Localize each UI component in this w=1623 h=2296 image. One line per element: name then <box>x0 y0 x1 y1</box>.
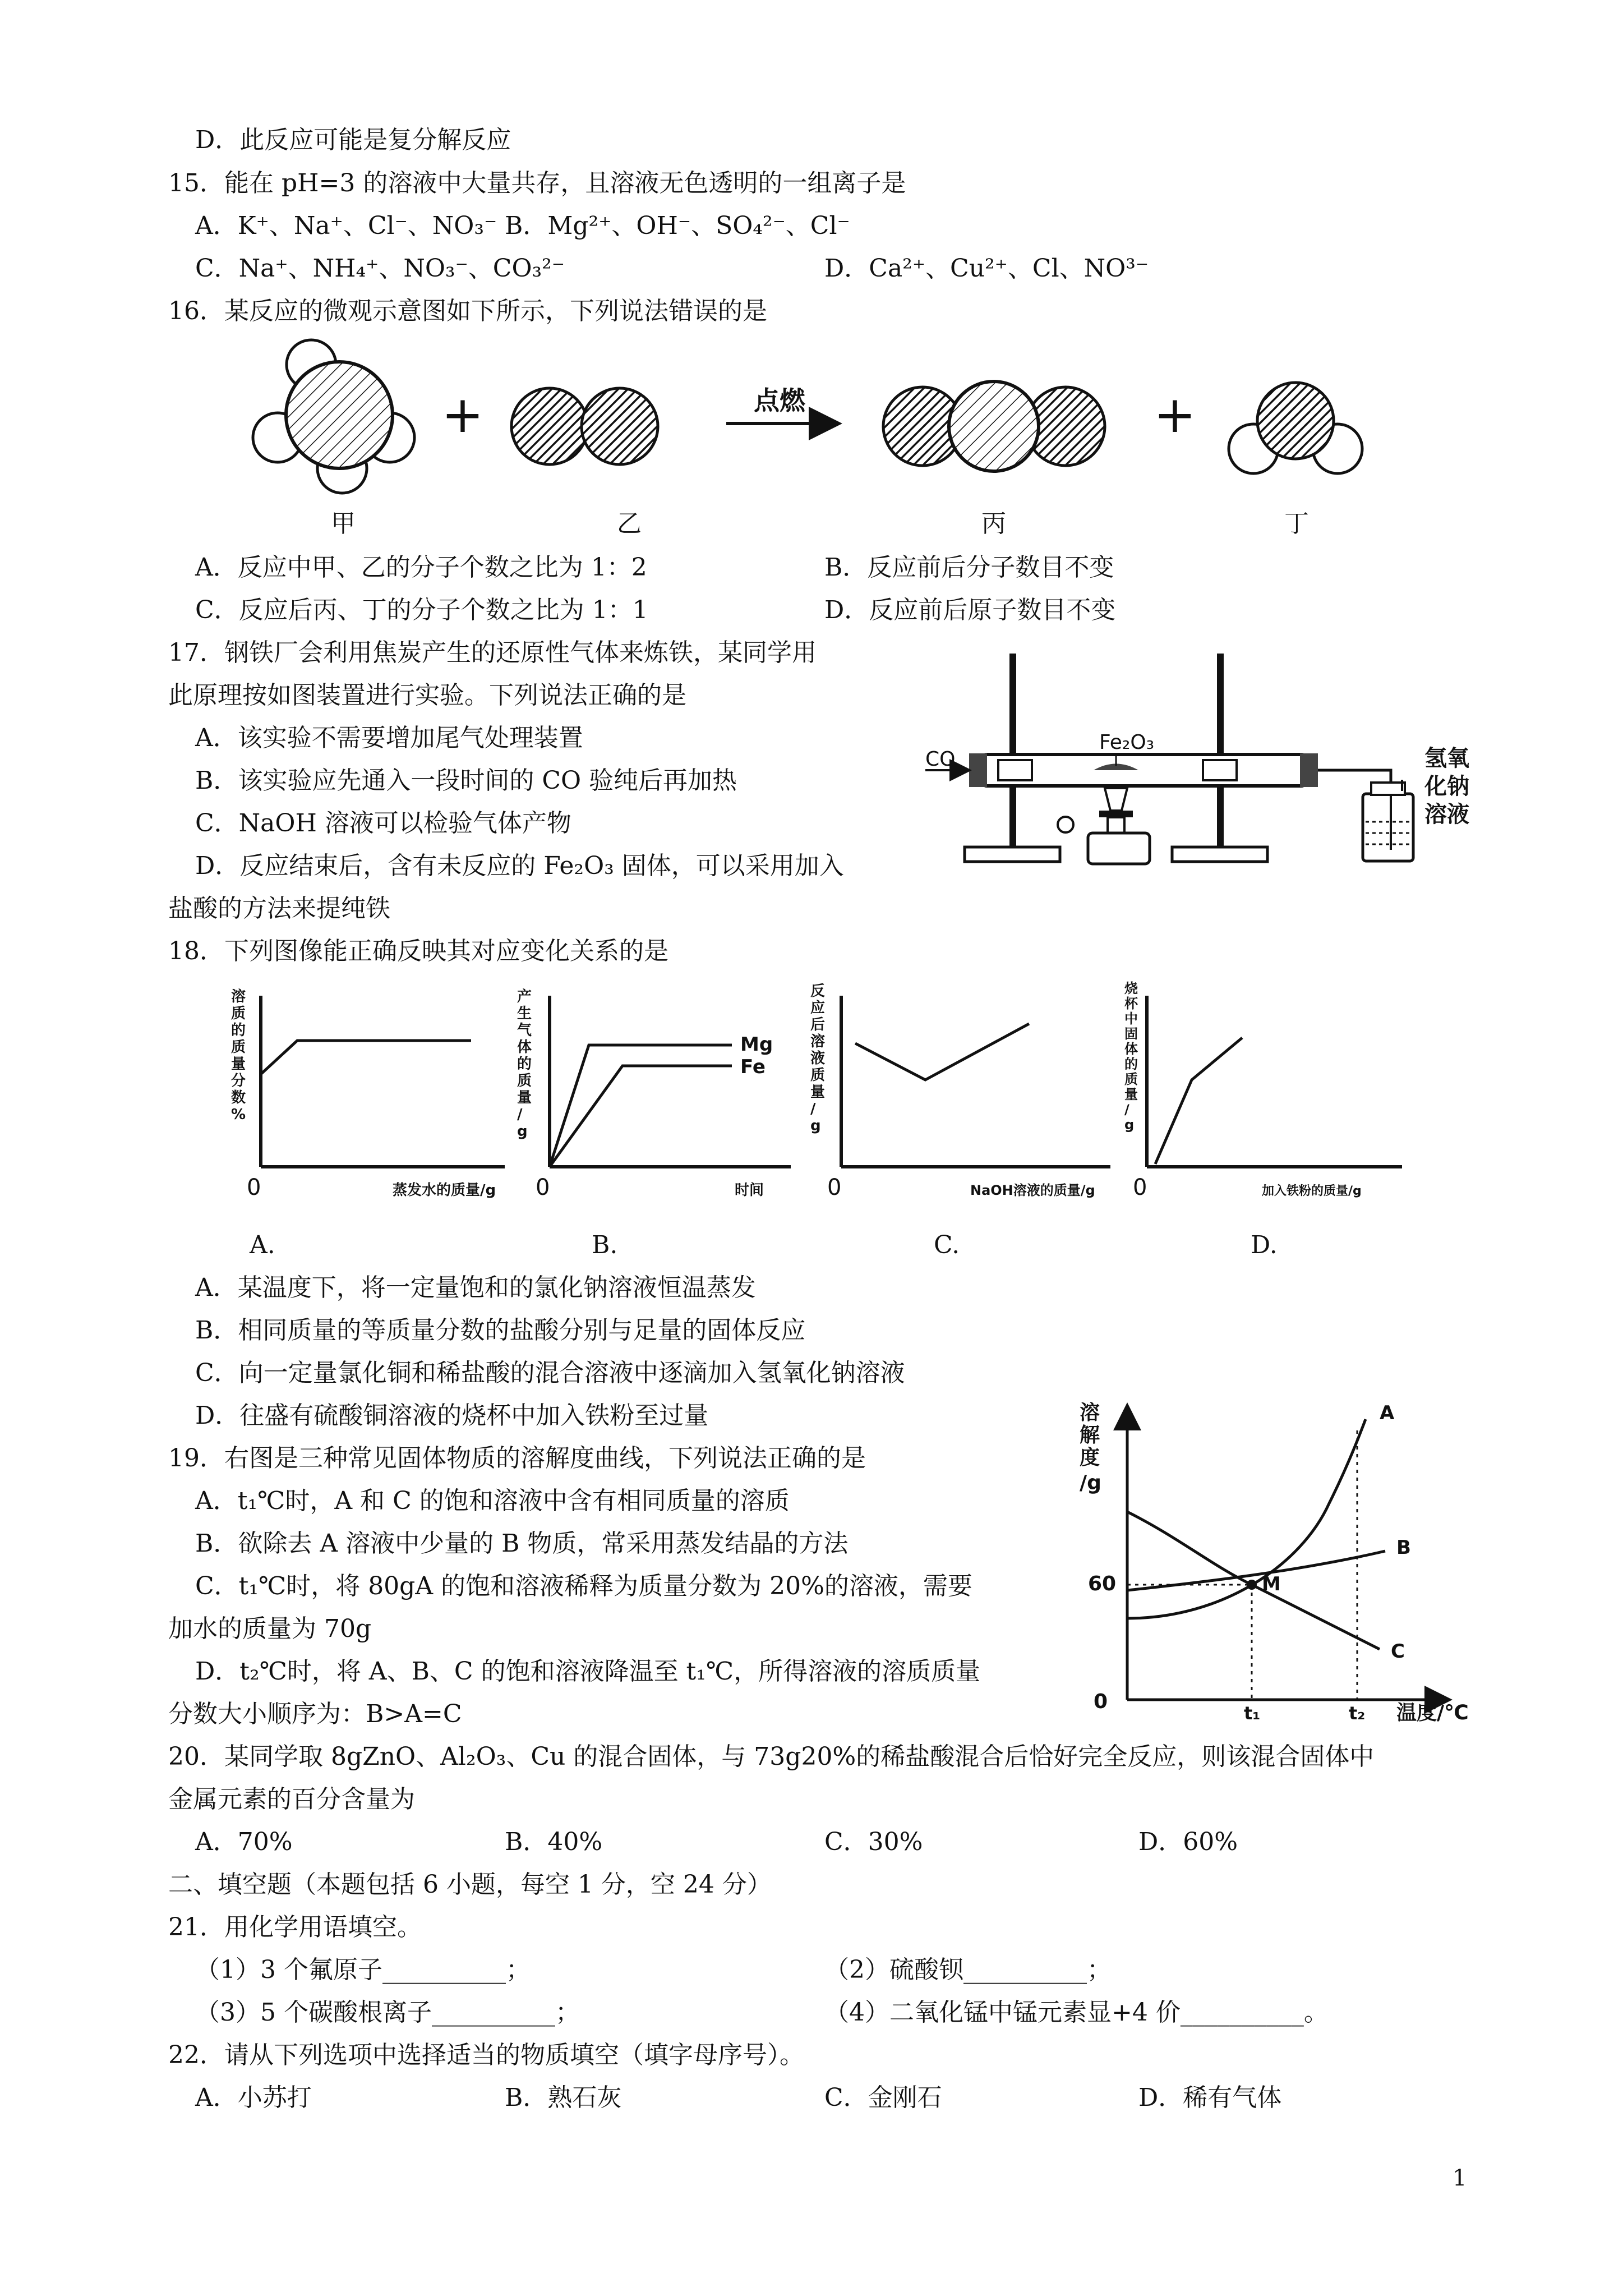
q18-option-b: B．相同质量的等质量分数的盐酸分别与足量的固体反应 <box>195 1316 806 1345</box>
svg-text:应: 应 <box>810 1000 826 1016</box>
curve-a <box>1127 1419 1366 1618</box>
graph-b-xlabel: 时间 <box>735 1182 764 1199</box>
q18-option-c: C．向一定量氯化铜和稀盐酸的混合溶液中逐滴加入氢氧化钠溶液 <box>195 1359 905 1387</box>
q21-item2: （2）硫酸钡__________； <box>824 1955 1112 1984</box>
q20-option-d: D．60% <box>1138 1828 1238 1856</box>
graph-a-origin: 0 <box>247 1175 261 1200</box>
intersection-point-m <box>1247 1580 1257 1590</box>
q20-option-c: C．30% <box>824 1828 923 1856</box>
graph-b-series-fe: Fe <box>740 1056 766 1078</box>
svg-text:固: 固 <box>1124 1026 1138 1042</box>
graph-a-ylabel <box>231 988 246 1123</box>
svg-text:的: 的 <box>231 1022 246 1039</box>
svg-text:/: / <box>517 1106 523 1123</box>
graph-b <box>510 984 802 1231</box>
q21-stem: 21．用化学用语填空。 <box>168 1913 422 1941</box>
svg-text:质: 质 <box>231 1039 246 1056</box>
molecule-label-bing: 丙 <box>981 509 1006 538</box>
svg-text:杯: 杯 <box>1124 996 1138 1011</box>
molecule-label-jia: 甲 <box>331 509 356 538</box>
svg-text:质: 质 <box>810 1067 826 1084</box>
q16-stem: 16．某反应的微观示意图如下所示，下列说法错误的是 <box>168 297 767 325</box>
graph-letter-a: A. <box>250 1231 275 1259</box>
q17-stem-line1: 17．钢铁厂会利用焦炭产生的还原性气体来炼铁，某同学用 <box>168 638 817 667</box>
point-m-label: M <box>1262 1573 1281 1595</box>
svg-text:后: 后 <box>810 1016 826 1033</box>
q15-stem: 15．能在 pH=3 的溶液中大量共存，且溶液无色透明的一组离子是 <box>168 169 906 197</box>
svg-text:/g: /g <box>1080 1471 1101 1494</box>
molecule-jia <box>253 340 414 493</box>
graph-c-ylabel <box>810 983 825 1134</box>
q19-option-b: B．欲除去 A 溶液中少量的 B 物质，常采用蒸发结晶的方法 <box>195 1529 849 1558</box>
svg-text:体: 体 <box>517 1039 532 1056</box>
q18-option-a: A．某温度下，将一定量饱和的氯化钠溶液恒温蒸发 <box>195 1273 756 1302</box>
svg-text:%: % <box>231 1106 246 1123</box>
naoh-label-1: 氢氧 <box>1424 746 1469 771</box>
svg-text:溶: 溶 <box>231 988 246 1005</box>
q18-option-d: D．往盛有硫酸铜溶液的烧杯中加入铁粉至过量 <box>195 1401 709 1430</box>
graph-c-xlabel: NaOH溶液的质量/g <box>970 1182 1095 1198</box>
svg-text:体: 体 <box>1124 1041 1138 1057</box>
graph-d <box>1122 979 1413 1231</box>
svg-text:g: g <box>810 1117 821 1134</box>
page-number: 1 <box>1453 2165 1467 2191</box>
naoh-label-3: 溶液 <box>1424 802 1469 827</box>
q20-stem-line2: 金属元素的百分含量为 <box>168 1785 415 1814</box>
svg-text:量: 量 <box>810 1084 826 1101</box>
graph-d-curve <box>1155 1038 1242 1164</box>
graph-letter-c: C. <box>934 1231 960 1259</box>
q16-option-d: D．反应前后原子数目不变 <box>824 596 1116 624</box>
q19-option-c-line1: C．t₁℃时，将 80gA 的饱和溶液稀释为质量分数为 20%的溶液，需要 <box>195 1572 972 1600</box>
graph-b-origin: 0 <box>536 1175 550 1200</box>
svg-text:g: g <box>1124 1117 1135 1133</box>
svg-text:解: 解 <box>1080 1424 1100 1447</box>
curve-b-label: B <box>1396 1536 1411 1559</box>
molecule-bing <box>883 381 1105 471</box>
q19-stem: 19．右图是三种常见固体物质的溶解度曲线，下列说法正确的是 <box>168 1444 866 1473</box>
svg-text:度: 度 <box>1080 1446 1100 1469</box>
graph-b-ylabel <box>517 988 532 1140</box>
svg-text:气: 气 <box>517 1022 532 1039</box>
q19-option-d-line1: D．t₂℃时，将 A、B、C 的饱和溶液降温至 t₁℃，所得溶液的溶质质量 <box>195 1657 981 1686</box>
fe2o3-label: Fe₂O₃ <box>1099 731 1155 754</box>
svg-text:/: / <box>810 1101 816 1117</box>
solubility-y-tick: 60 <box>1088 1572 1117 1595</box>
graph-d-origin: 0 <box>1133 1175 1147 1200</box>
graph-letter-d: D. <box>1251 1231 1278 1259</box>
solubility-xlabel: 温度/℃ <box>1396 1701 1469 1724</box>
curve-c-label: C <box>1391 1640 1405 1663</box>
graph-c-origin: 0 <box>827 1175 842 1200</box>
graph-d-ylabel <box>1124 981 1138 1133</box>
graph-letter-b: B. <box>592 1231 618 1259</box>
q22-option-b: B．熟石灰 <box>505 2083 622 2112</box>
naoh-label-2: 化钠 <box>1424 774 1469 799</box>
molecule-ding <box>1229 383 1362 473</box>
q20-stem-line1: 20．某同学取 8gZnO、Al₂O₃、Cu 的混合固体，与 73g20%的稀盐酸混合后恰好完全反应，则该混合固体中 <box>168 1742 1375 1771</box>
solubility-x-tick-t1: t₁ <box>1244 1703 1261 1724</box>
curve-a-label: A <box>1380 1402 1395 1424</box>
graph-d-xlabel: 加入铁粉的质量/g <box>1262 1184 1362 1198</box>
q17-option-d-line1: D．反应结束后，含有未反应的 Fe₂O₃ 固体，可以采用加入 <box>195 852 844 880</box>
q21-item4: （4）二氧化锰中锰元素显+4 价__________。 <box>824 1998 1329 2027</box>
q19-option-c-line2: 加水的质量为 70g <box>168 1614 372 1643</box>
svg-text:分: 分 <box>231 1073 246 1089</box>
co-inlet-label: CO <box>925 748 956 771</box>
q15-option-d: D．Ca²⁺、Cu²⁺、Cl、NO³⁻ <box>824 254 1149 283</box>
graph-a-xlabel: 蒸发水的质量/g <box>393 1182 496 1199</box>
molecule-yi <box>511 388 658 464</box>
solubility-x-tick-t2: t₂ <box>1349 1703 1366 1724</box>
svg-text:+: + <box>1154 385 1196 444</box>
co-reduction-apparatus <box>925 654 1469 867</box>
svg-text:g: g <box>517 1123 528 1140</box>
q16-option-b: B．反应前后分子数目不变 <box>824 553 1114 582</box>
solubility-origin: 0 <box>1094 1690 1108 1713</box>
svg-text:的: 的 <box>1124 1056 1138 1072</box>
svg-text:质: 质 <box>517 1073 532 1089</box>
svg-text:反: 反 <box>810 983 826 1000</box>
q17-stem-line2: 此原理按如图装置进行实验。下列说法正确的是 <box>168 681 686 710</box>
q16-option-c: C．反应后丙、丁的分子个数之比为 1：1 <box>195 596 648 624</box>
graph-c-curve <box>855 1024 1029 1080</box>
svg-text:生: 生 <box>517 1005 532 1022</box>
section2-heading: 二、填空题（本题包括 6 小题，每空 1 分，空 24 分） <box>168 1870 772 1899</box>
q17-option-b: B．该实验应先通入一段时间的 CO 验纯后再加热 <box>195 766 737 795</box>
reaction-microscopic-diagram <box>247 331 1402 505</box>
graph-b-series-mg: Mg <box>740 1033 773 1056</box>
q22-option-a: A．小苏打 <box>195 2083 312 2112</box>
q21-item1: （1）3 个氟原子__________； <box>195 1955 531 1984</box>
q15-option-c: C．Na⁺、NH₄⁺、NO₃⁻、CO₃²⁻ <box>195 254 565 283</box>
svg-text:量: 量 <box>1124 1087 1138 1102</box>
molecule-label-yi: 乙 <box>617 509 642 538</box>
q21-item3: （3）5 个碳酸根离子__________； <box>195 1998 580 2027</box>
graph-a-curve <box>261 1041 471 1074</box>
graph-c <box>808 979 1122 1231</box>
svg-text:液: 液 <box>810 1050 826 1067</box>
q17-option-a: A．该实验不需要增加尾气处理装置 <box>195 724 583 752</box>
svg-text:量: 量 <box>231 1056 246 1073</box>
graph-a <box>224 984 505 1231</box>
svg-text:溶: 溶 <box>1080 1401 1100 1424</box>
svg-text:溶: 溶 <box>810 1033 826 1050</box>
q22-option-d: D．稀有气体 <box>1138 2083 1282 2112</box>
q17-option-d-line2: 盐酸的方法来提纯铁 <box>168 894 390 923</box>
q22-stem: 22．请从下列选项中选择适当的物质填空（填字母序号）。 <box>168 2041 804 2069</box>
q19-option-a: A．t₁℃时，A 和 C 的饱和溶液中含有相同质量的溶质 <box>195 1487 790 1515</box>
svg-text:产: 产 <box>517 988 532 1005</box>
q15-option-a: A．K⁺、Na⁺、Cl⁻、NO₃⁻ <box>195 211 497 240</box>
q19-option-d-line2: 分数大小顺序为：B>A=C <box>168 1700 462 1728</box>
svg-text:/: / <box>1124 1102 1129 1117</box>
svg-text:中: 中 <box>1124 1011 1138 1027</box>
q15-option-b: B．Mg²⁺、OH⁻、SO₄²⁻、Cl⁻ <box>505 211 850 240</box>
svg-text:质: 质 <box>231 1005 246 1022</box>
svg-text:数: 数 <box>231 1089 246 1106</box>
graph-b-curve-mg <box>550 1045 732 1167</box>
q20-option-a: A．70% <box>195 1828 293 1856</box>
molecule-label-ding: 丁 <box>1284 509 1309 538</box>
svg-text:+: + <box>441 385 484 444</box>
q22-option-c: C．金刚石 <box>824 2083 942 2112</box>
q18-stem: 18．下列图像能正确反映其对应变化关系的是 <box>168 937 668 965</box>
svg-text:烧: 烧 <box>1124 981 1138 996</box>
solubility-curve-graph <box>1066 1397 1481 1733</box>
q16-option-a: A．反应中甲、乙的分子个数之比为 1：2 <box>195 553 647 582</box>
q14-option-d: D．此反应可能是复分解反应 <box>195 126 511 154</box>
svg-text:的: 的 <box>517 1056 532 1073</box>
solubility-ylabel <box>1080 1401 1101 1494</box>
reaction-condition-label: 点燃 <box>754 385 805 416</box>
q20-option-b: B．40% <box>505 1828 603 1856</box>
svg-text:量: 量 <box>517 1089 532 1106</box>
q17-option-c: C．NaOH 溶液可以检验气体产物 <box>195 809 571 838</box>
svg-text:质: 质 <box>1124 1071 1138 1087</box>
